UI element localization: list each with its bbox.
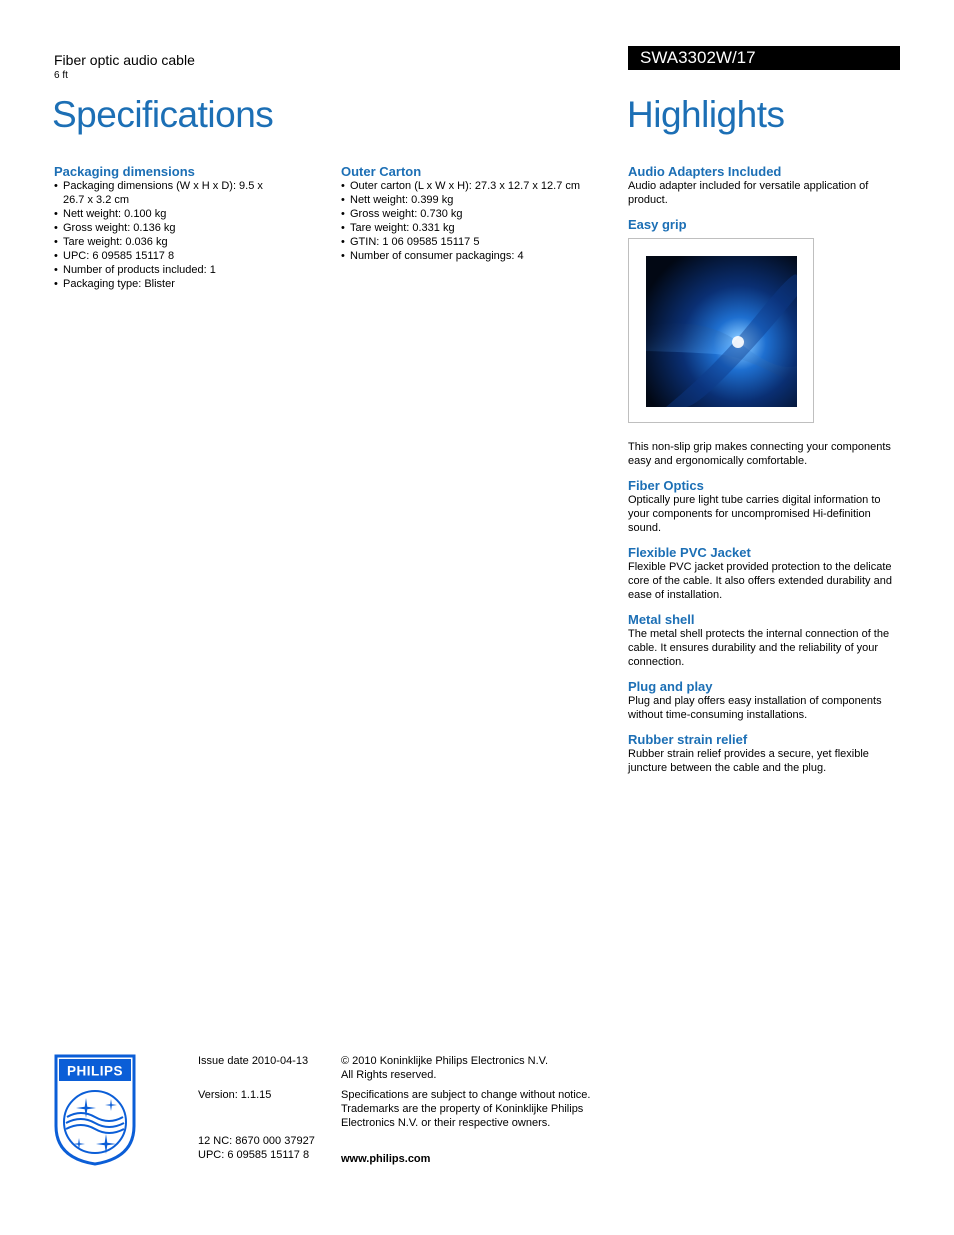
version: Version: 1.1.15 <box>198 1089 272 1101</box>
product-name: Fiber optic audio cable <box>54 52 195 68</box>
highlight-title: Plug and play <box>628 679 713 694</box>
highlight-title: Fiber Optics <box>628 478 704 493</box>
philips-shield-logo <box>54 1054 136 1166</box>
highlights-title: Highlights <box>627 94 785 135</box>
rights-reserved: All Rights reserved. <box>341 1069 437 1081</box>
outer-carton-heading: Outer Carton <box>341 164 422 179</box>
easy-grip-image-frame <box>628 238 814 423</box>
highlight-text: Optically pure light tube carries digital information to your components for uncompromised Hi-definition sound. <box>628 494 881 534</box>
disclaimer-line-3: Electronics N.V. or their respective owners. <box>341 1117 551 1129</box>
packaging-dimensions-section <box>54 164 284 291</box>
highlight-fiber-optics <box>628 478 904 535</box>
list-item: • UPC: 6 09585 15117 8 <box>54 249 284 263</box>
highlight-rubber-strain-relief <box>628 732 904 775</box>
specifications-title: Specifications <box>52 94 274 135</box>
list-item: • Number of consumer packagings: 4 <box>341 249 611 263</box>
highlight-title: Rubber strain relief <box>628 732 748 747</box>
highlight-title: Audio Adapters Included <box>628 164 782 179</box>
list-item: • Packaging dimensions (W x H x D): 9.5 x 26.7 x 3.2 cm <box>54 179 284 207</box>
model-number-bar: SWA3302W/17 <box>628 46 900 70</box>
issue-date: Issue date 2010-04-13 <box>198 1055 309 1067</box>
highlight-audio-adapters <box>628 164 904 207</box>
product-variant: 6 ft <box>54 70 68 81</box>
highlight-text: Flexible PVC jacket provided protection to the delicate core of the cable. It also offers extended durability and ease of installation. <box>628 561 892 601</box>
highlight-plug-and-play <box>628 679 904 722</box>
highlight-text: Audio adapter included for versatile application of product. <box>628 180 869 206</box>
footer-legal <box>341 1054 601 1166</box>
highlight-text: The metal shell protects the internal connection of the cable. It ensures durability and the reliability of your connection. <box>628 628 890 668</box>
list-item: • Tare weight: 0.036 kg <box>54 235 284 249</box>
footer-issue-info <box>198 1054 338 1162</box>
packaging-dimensions-list <box>54 179 284 291</box>
outer-carton-list <box>341 179 611 263</box>
website-link[interactable]: www.philips.com <box>341 1153 431 1165</box>
highlight-text: Plug and play offers easy installation of components without time-consuming installations. <box>628 695 882 721</box>
highlight-metal-shell <box>628 612 904 669</box>
list-item: • Gross weight: 0.730 kg <box>341 207 611 221</box>
highlight-flexible-pvc-jacket <box>628 545 904 602</box>
packaging-dimensions-heading: Packaging dimensions <box>54 164 195 179</box>
highlight-easy-grip <box>628 217 904 468</box>
disclaimer-line-1: Specifications are subject to change without notice. <box>341 1089 591 1101</box>
footer-upc: UPC: 6 09585 15117 8 <box>198 1149 310 1161</box>
philips-wordmark: PHILIPS <box>66 1063 124 1079</box>
outer-carton-section <box>341 164 611 263</box>
list-item: • Nett weight: 0.399 kg <box>341 193 611 207</box>
highlight-text: Rubber strain relief provides a secure, yet flexible juncture between the cable and the plug. <box>628 748 869 774</box>
highlight-text: This non-slip grip makes connecting your components easy and ergonomically comfortable. <box>628 441 891 467</box>
list-item: • Number of products included: 1 <box>54 263 284 277</box>
highlight-title: Flexible PVC Jacket <box>628 545 751 560</box>
disclaimer-line-2: Trademarks are the property of Koninklijke Philips <box>341 1103 584 1115</box>
highlight-title: Metal shell <box>628 612 695 627</box>
twelve-nc: 12 NC: 8670 000 37927 <box>198 1135 315 1147</box>
list-item: • Outer carton (L x W x H): 27.3 x 12.7 x 12.7 cm <box>341 179 611 193</box>
highlight-title: Easy grip <box>628 217 687 232</box>
highlights-column <box>628 164 904 785</box>
list-item: • GTIN: 1 06 09585 15117 5 <box>341 235 611 249</box>
list-item: • Packaging type: Blister <box>54 277 284 291</box>
copyright: © 2010 Koninklijke Philips Electronics N.V. <box>341 1055 549 1067</box>
list-item: • Tare weight: 0.331 kg <box>341 221 611 235</box>
list-item: • Nett weight: 0.100 kg <box>54 207 284 221</box>
list-item: • Gross weight: 0.136 kg <box>54 221 284 235</box>
easy-grip-image <box>646 256 797 407</box>
